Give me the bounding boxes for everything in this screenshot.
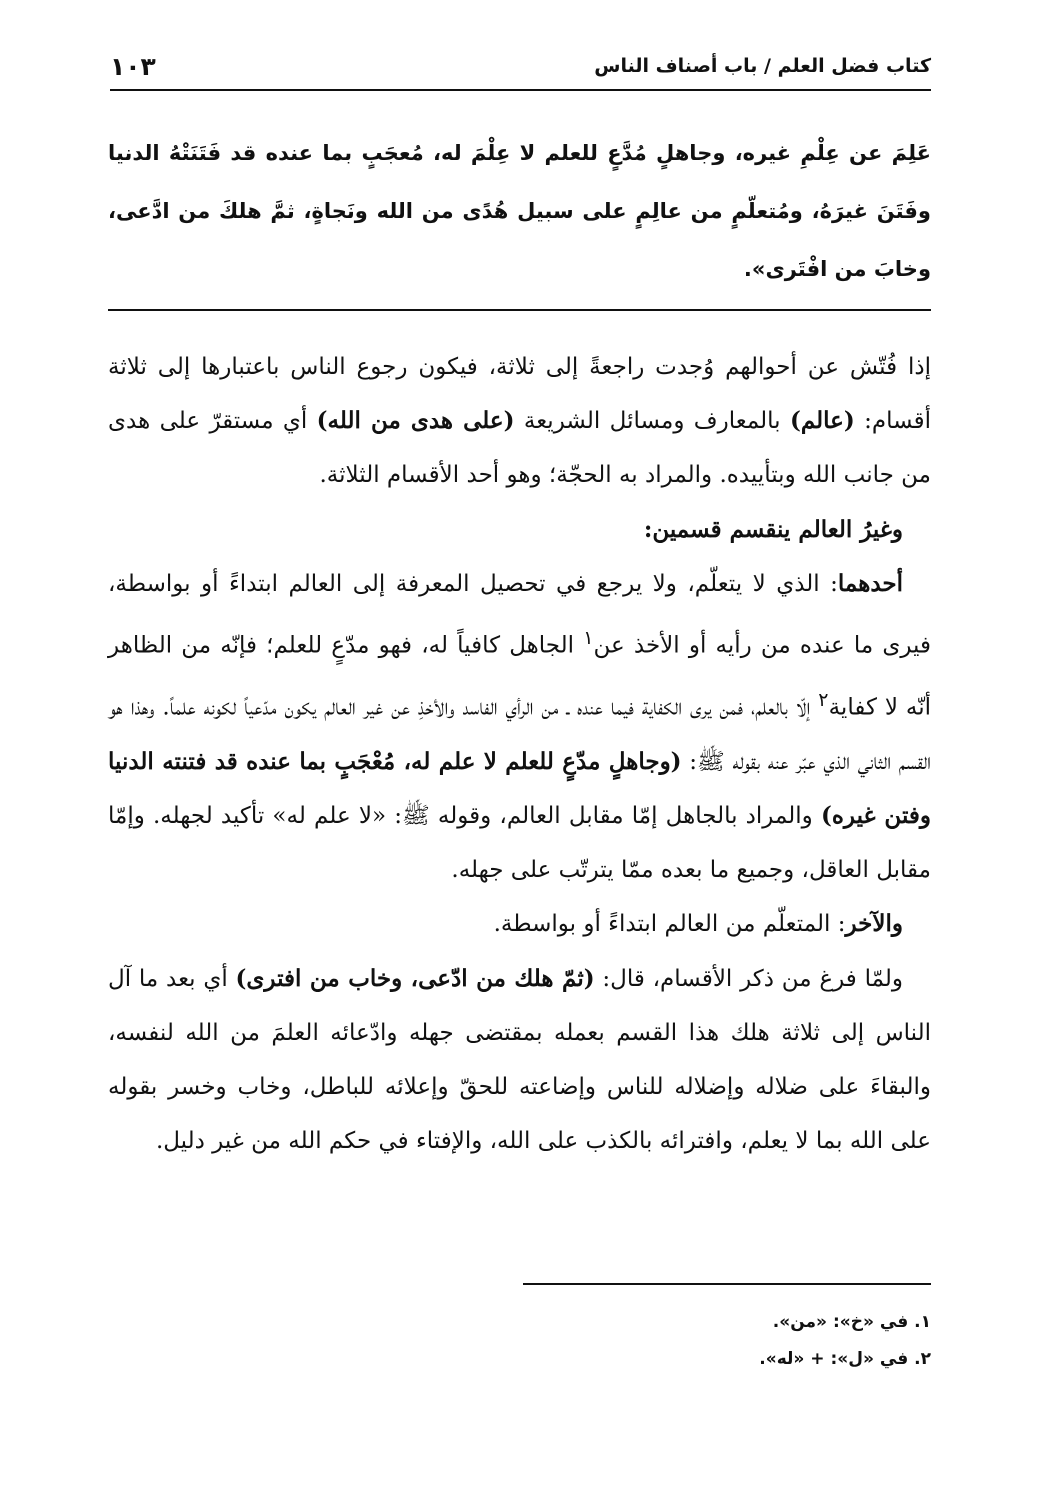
text-run: : المتعلّم من العالم ابتداءً أو بواسطة. xyxy=(493,911,846,938)
commentary-paragraph-1 xyxy=(108,340,931,503)
text-run: إذا فُتّش عن أحوالهم وُجدت راجعةً إلى ثلاثة، فيكون رجوع الناس باعتبارها إلى ثلاثة أقسام: xyxy=(108,354,932,435)
footnotes xyxy=(759,1304,931,1378)
text-run: الجاهل كافياً له، فهو مدّعٍ للعلم؛ فإنّه من الظاهر أنّه لا كفاية xyxy=(108,632,931,721)
commentary-paragraph-5 xyxy=(108,952,931,1169)
quoted-term: (عالم) xyxy=(789,407,855,435)
footnote-marker: ٢ xyxy=(818,687,829,711)
quoted-term: (ثمّ هلك من ادّعى، وخاب من افترى) xyxy=(235,964,595,992)
text-run: ولمّا فرغ من ذكر الأقسام، قال: xyxy=(594,965,903,992)
running-title: كتاب فضل العلم / باب أصناف الناس xyxy=(594,55,931,77)
lead-term: والآخر xyxy=(845,910,903,938)
page-header xyxy=(110,46,931,86)
text-run: : الذي لا يتعلّم، ولا يرجع في تحصيل المعرفة إلى العالم ابتداءً أو بواسطة، فيرى ما عنده من رأيه أو الأخذ عن xyxy=(108,570,931,659)
text-run: إلّا بالعلم، فمن يرى الكفاية فيما عنده ـ من الرأي الفاسد والأخذِ عن غير العالم يكون مدّعياً لكونه علماً. وهذا هو القسم الثاني الذي عبّر عنه بقوله ﷺ: xyxy=(108,694,932,775)
commentary-paragraph-4 xyxy=(108,897,931,951)
section-divider xyxy=(108,309,931,311)
footnote-2: ٢. في «ل»: + «له». xyxy=(759,1349,931,1369)
commentary-paragraph-2 xyxy=(108,503,931,557)
hadith-text: عَلِمَ عن عِلْمِ غيره، وجاهلٍ مُدَّعٍ للعلم لا عِلْمَ له، مُعجَبٍ بما عنده قد فَتَنَتْهُ الدنيا وفَتَنَ غيرَهُ، ومُتعلّمٍ من عالِمٍ على سبيل هُدًى من الله ونَجاةٍ، ثمَّ هلكَ من ادَّعى، وخابَ من افْتَرى». xyxy=(108,141,931,281)
text-run: أي مستقرّ على هدى من جانب الله وبتأييده. والمراد به الحجّة؛ وهو أحد الأقسام الثلاثة. xyxy=(108,408,931,489)
footnote-marker: ١ xyxy=(583,626,594,650)
text-run: بالمعارف ومسائل الشريعة xyxy=(514,408,790,435)
commentary xyxy=(108,340,931,1168)
footnote-1: ١. في «خ»: «من». xyxy=(772,1312,931,1332)
header-rule xyxy=(110,89,931,91)
text-run: أي بعد ما آل الناس إلى ثلاثة هلك هذا القسم بعمله بمقتضى جهله وادّعائه العلمَ من الله لنفسه، والبقاءَ على ضلاله وإضلاله للناس وإضاعته للحقّ وإعلائه للباطل، وخاب وخسر بقوله على الله بما لا يعلم، وافترائه بالكذب على الله، والإفتاء في حكم الله من غير دليل. xyxy=(108,965,931,1155)
subheading: وغيرُ العالم ينقسم قسمين: xyxy=(643,515,903,543)
page-number: ١٠٣ xyxy=(110,51,156,81)
quoted-term: (على هدى من الله) xyxy=(316,407,515,435)
commentary-paragraph-3 xyxy=(108,557,931,898)
lead-term: أحدهما xyxy=(837,569,904,597)
footnote-rule xyxy=(523,1283,931,1285)
text-run: والمراد بالجاهل إمّا مقابل العالم، وقوله ﷺ: «لا علم له» تأكيد لجهله. وإمّا مقابل العاقل، وجميع ما بعده ممّا يترتّب على جهله. xyxy=(108,802,931,884)
quoted-term: (وجاهلٍ مدّعٍ للعلم لا علم له، مُعْجَبٍ بما عنده قد فتنته الدنيا وفتن غيره) xyxy=(108,747,931,829)
